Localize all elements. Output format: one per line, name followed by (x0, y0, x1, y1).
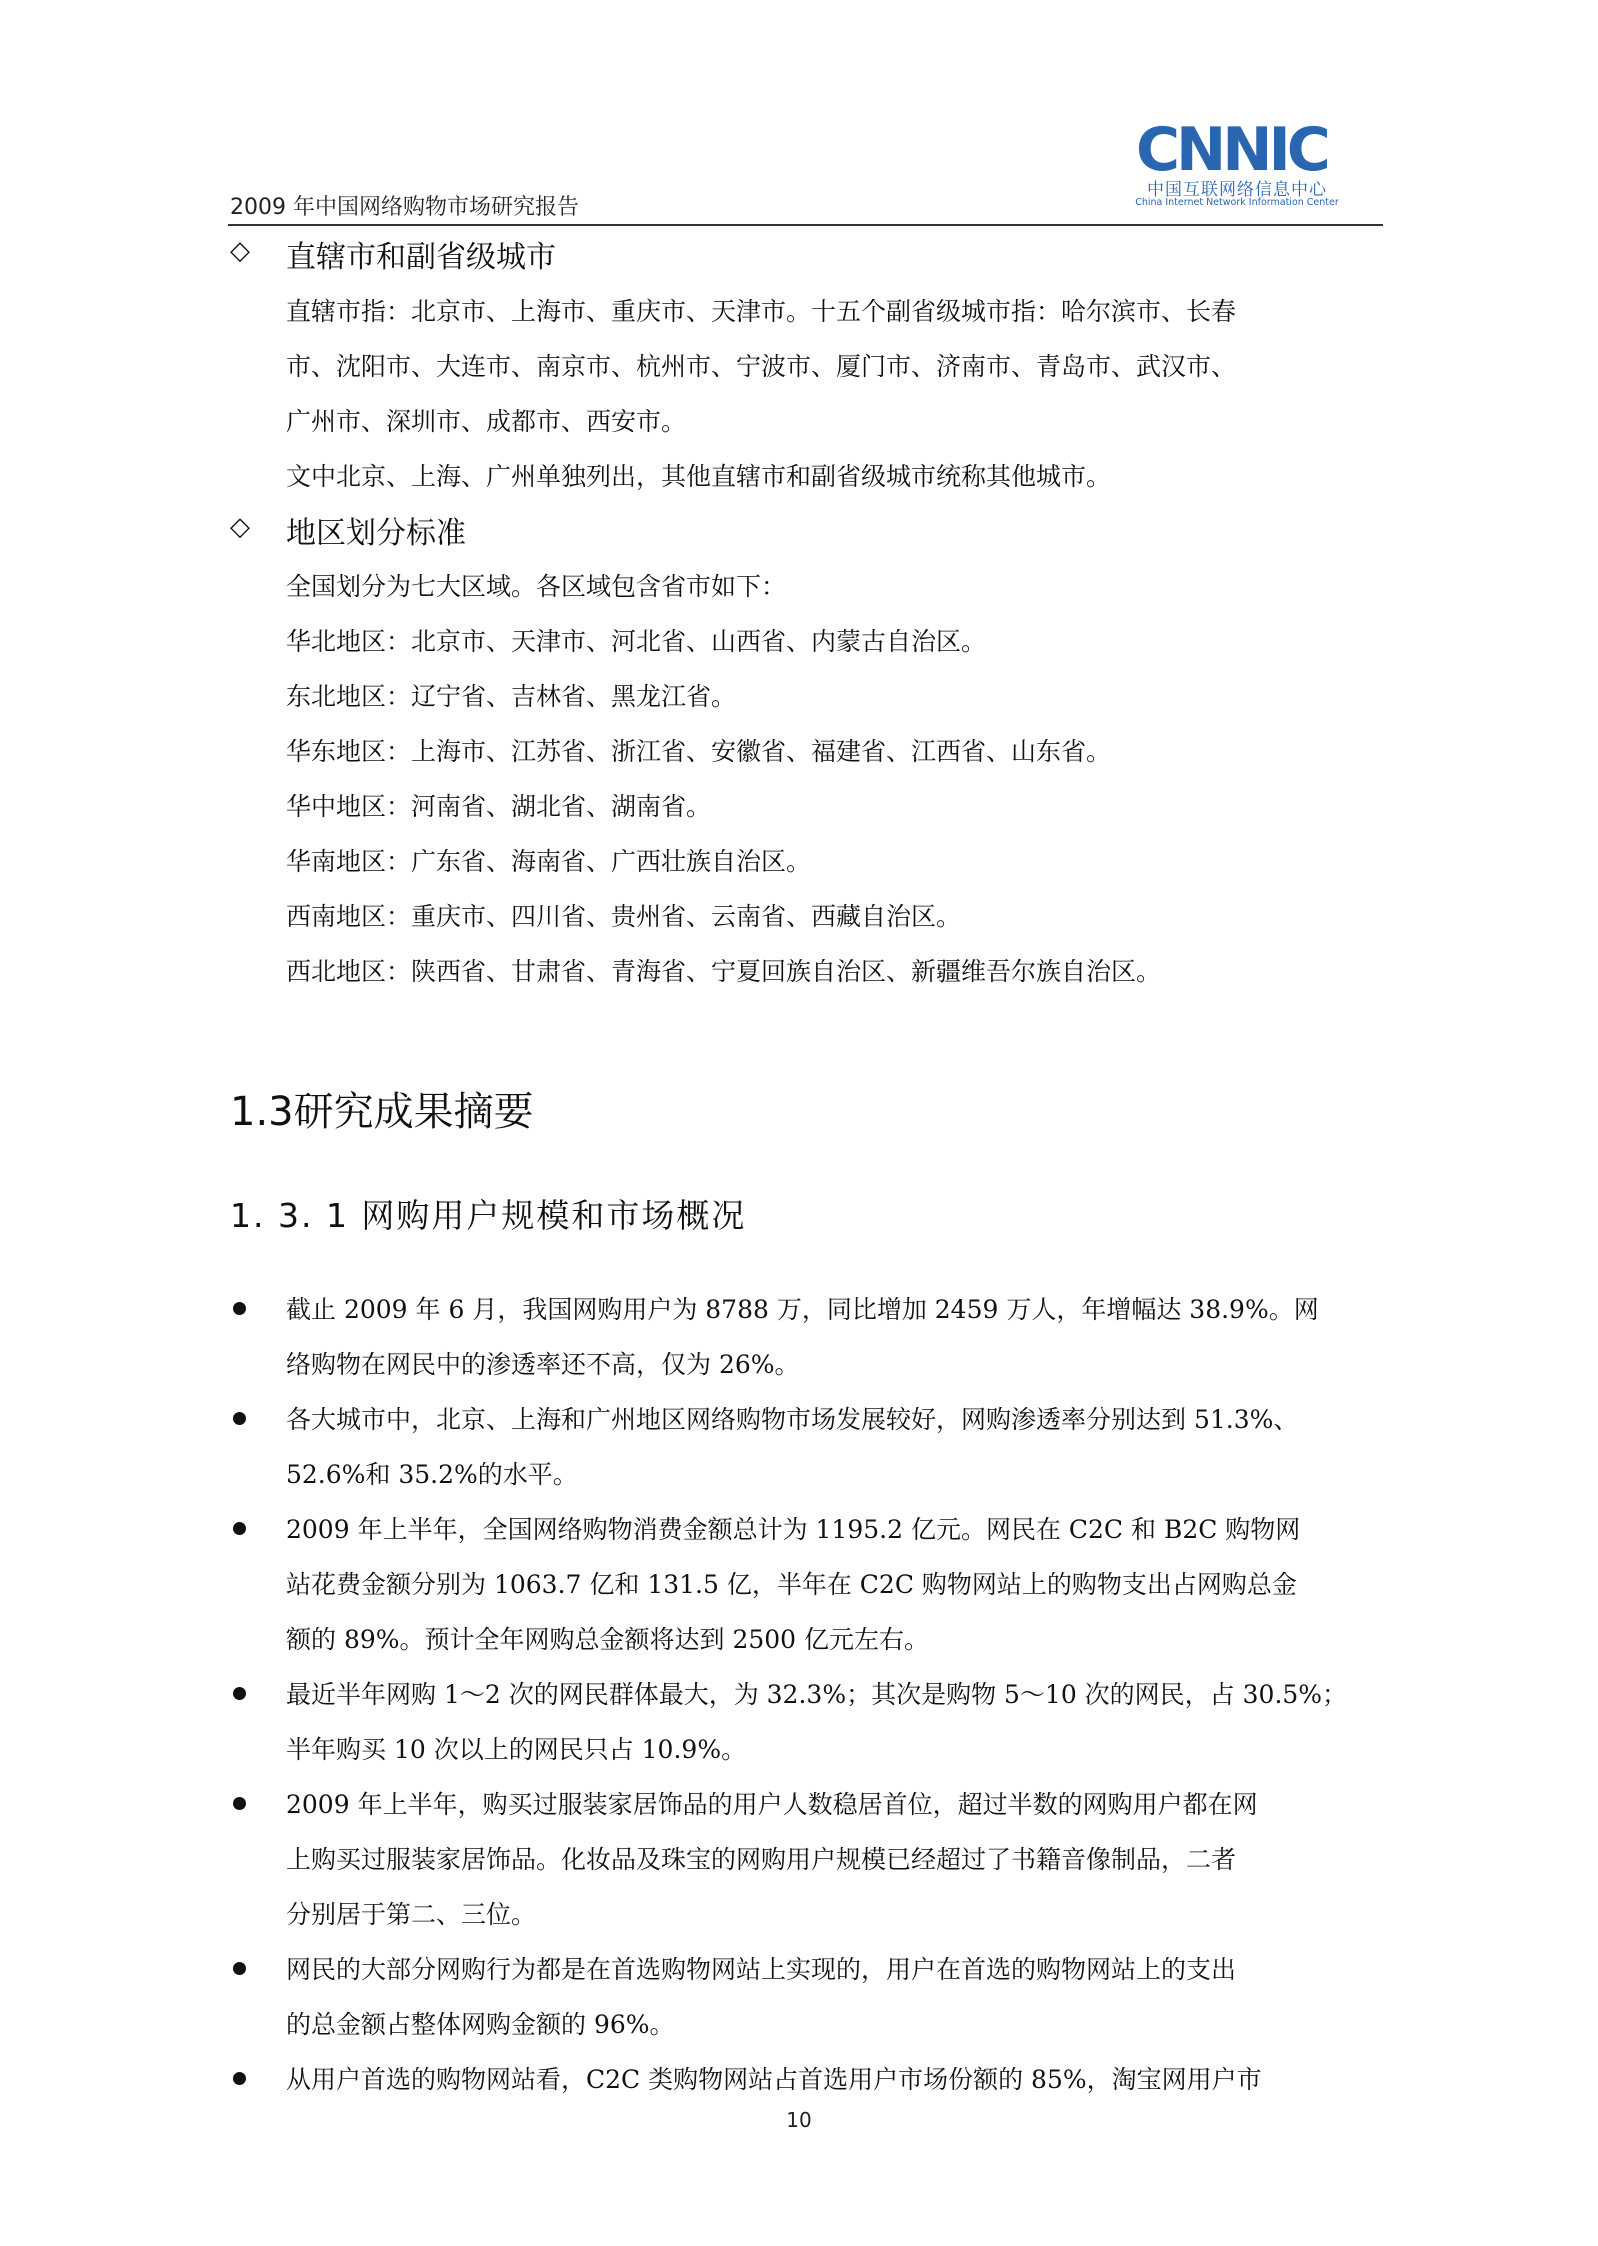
regions-line: 全国划分为七大区域。各区域包含省市如下： (286, 572, 787, 601)
regions-line: 华北地区：北京市、天津市、河北省、山西省、内蒙古自治区。 (286, 627, 987, 656)
cities-line: 文中北京、上海、广州单独列出，其他直辖市和副省级城市统称其他城市。 (286, 462, 1112, 491)
logo-name-cn: 中国互联网络信息中心 (1147, 180, 1327, 200)
bullet-dot-icon (233, 2072, 246, 2085)
cities-line: 广州市、深圳市、成都市、西安市。 (286, 407, 687, 436)
regions-line: 华东地区：上海市、江苏省、浙江省、安徽省、福建省、江西省、山东省。 (286, 737, 1112, 766)
diamond-bullet-icon: ◇ (230, 236, 250, 266)
bullet-dot-icon (233, 1687, 246, 1700)
bullet-line: 的总金额占整体网购金额的 96%。 (286, 2010, 675, 2039)
subsection-heading: 1. 3. 1 网购用户规模和市场概况 (230, 1196, 747, 1235)
bullet-dot-icon (233, 1962, 246, 1975)
regions-line: 西南地区：重庆市、四川省、贵州省、云南省、西藏自治区。 (286, 902, 962, 931)
logo-name-en: China Internet Network Information Center (1135, 197, 1339, 208)
bullet-line: 半年购买 10 次以上的网民只占 10.9%。 (286, 1735, 747, 1764)
bullet-line: 2009 年上半年，购买过服装家居饰品的用户人数稳居首位，超过半数的网购用户都在网 (286, 1790, 1258, 1819)
bullet-line: 络购物在网民中的渗透率还不高，仅为 26%。 (286, 1350, 800, 1379)
bullet-line: 截止 2009 年 6 月，我国网购用户为 8788 万，同比增加 2459 万人，年增幅达 38.9%。网 (286, 1295, 1319, 1324)
regions-line: 西北地区：陕西省、甘肃省、青海省、宁夏回族自治区、新疆维吾尔族自治区。 (286, 957, 1162, 986)
bullet-line: 分别居于第二、三位。 (286, 1900, 537, 1929)
bullet-line: 额的 89%。预计全年网购总金额将达到 2500 亿元左右。 (286, 1625, 930, 1654)
cities-line: 直辖市指：北京市、上海市、重庆市、天津市。十五个副省级城市指：哈尔滨市、长春 (286, 297, 1237, 326)
bullet-line: 最近半年网购 1～2 次的网民群体最大，为 32.3%；其次是购物 5～10 次的网民，占 30.5%； (286, 1680, 1348, 1709)
bullet-line: 从用户首选的购物网站看，C2C 类购物网站占首选用户市场份额的 85%，淘宝网用户市 (286, 2065, 1262, 2094)
cities-heading: 直辖市和副省级城市 (286, 240, 556, 275)
diamond-bullet-icon: ◇ (230, 512, 250, 542)
bullet-line: 网民的大部分网购行为都是在首选购物网站上实现的，用户在首选的购物网站上的支出 (286, 1955, 1237, 1984)
regions-heading: 地区划分标准 (286, 516, 466, 551)
bullet-dot-icon (233, 1797, 246, 1810)
bullet-dot-icon (233, 1522, 246, 1535)
page-number: 10 (786, 2108, 812, 2132)
cities-line: 市、沈阳市、大连市、南京市、杭州市、宁波市、厦门市、济南市、青岛市、武汉市、 (286, 352, 1237, 381)
regions-line: 华中地区：河南省、湖北省、湖南省。 (286, 792, 712, 821)
header-divider (228, 224, 1383, 226)
bullet-line: 2009 年上半年，全国网络购物消费金额总计为 1195.2 亿元。网民在 C2C 和 B2C 购物网 (286, 1515, 1301, 1544)
bullet-line: 上购买过服装家居饰品。化妆品及珠宝的网购用户规模已经超过了书籍音像制品，二者 (286, 1845, 1237, 1874)
section-heading: 1.3研究成果摘要 (230, 1089, 534, 1135)
bullet-line: 站花费金额分别为 1063.7 亿和 131.5 亿，半年在 C2C 购物网站上的购物支出占网购总金 (286, 1570, 1297, 1599)
report-title: 2009 年中国网络购物市场研究报告 (230, 195, 579, 220)
regions-line: 华南地区：广东省、海南省、广西壮族自治区。 (286, 847, 812, 876)
regions-line: 东北地区：辽宁省、吉林省、黑龙江省。 (286, 682, 737, 711)
bullet-line: 各大城市中，北京、上海和广州地区网络购物市场发展较好，网购渗透率分别达到 51.3%、 (286, 1405, 1299, 1434)
logo-wordmark: CNNIC (1136, 115, 1327, 185)
bullet-line: 52.6%和 35.2%的水平。 (286, 1460, 578, 1489)
bullet-dot-icon (233, 1412, 246, 1425)
bullet-dot-icon (233, 1302, 246, 1315)
